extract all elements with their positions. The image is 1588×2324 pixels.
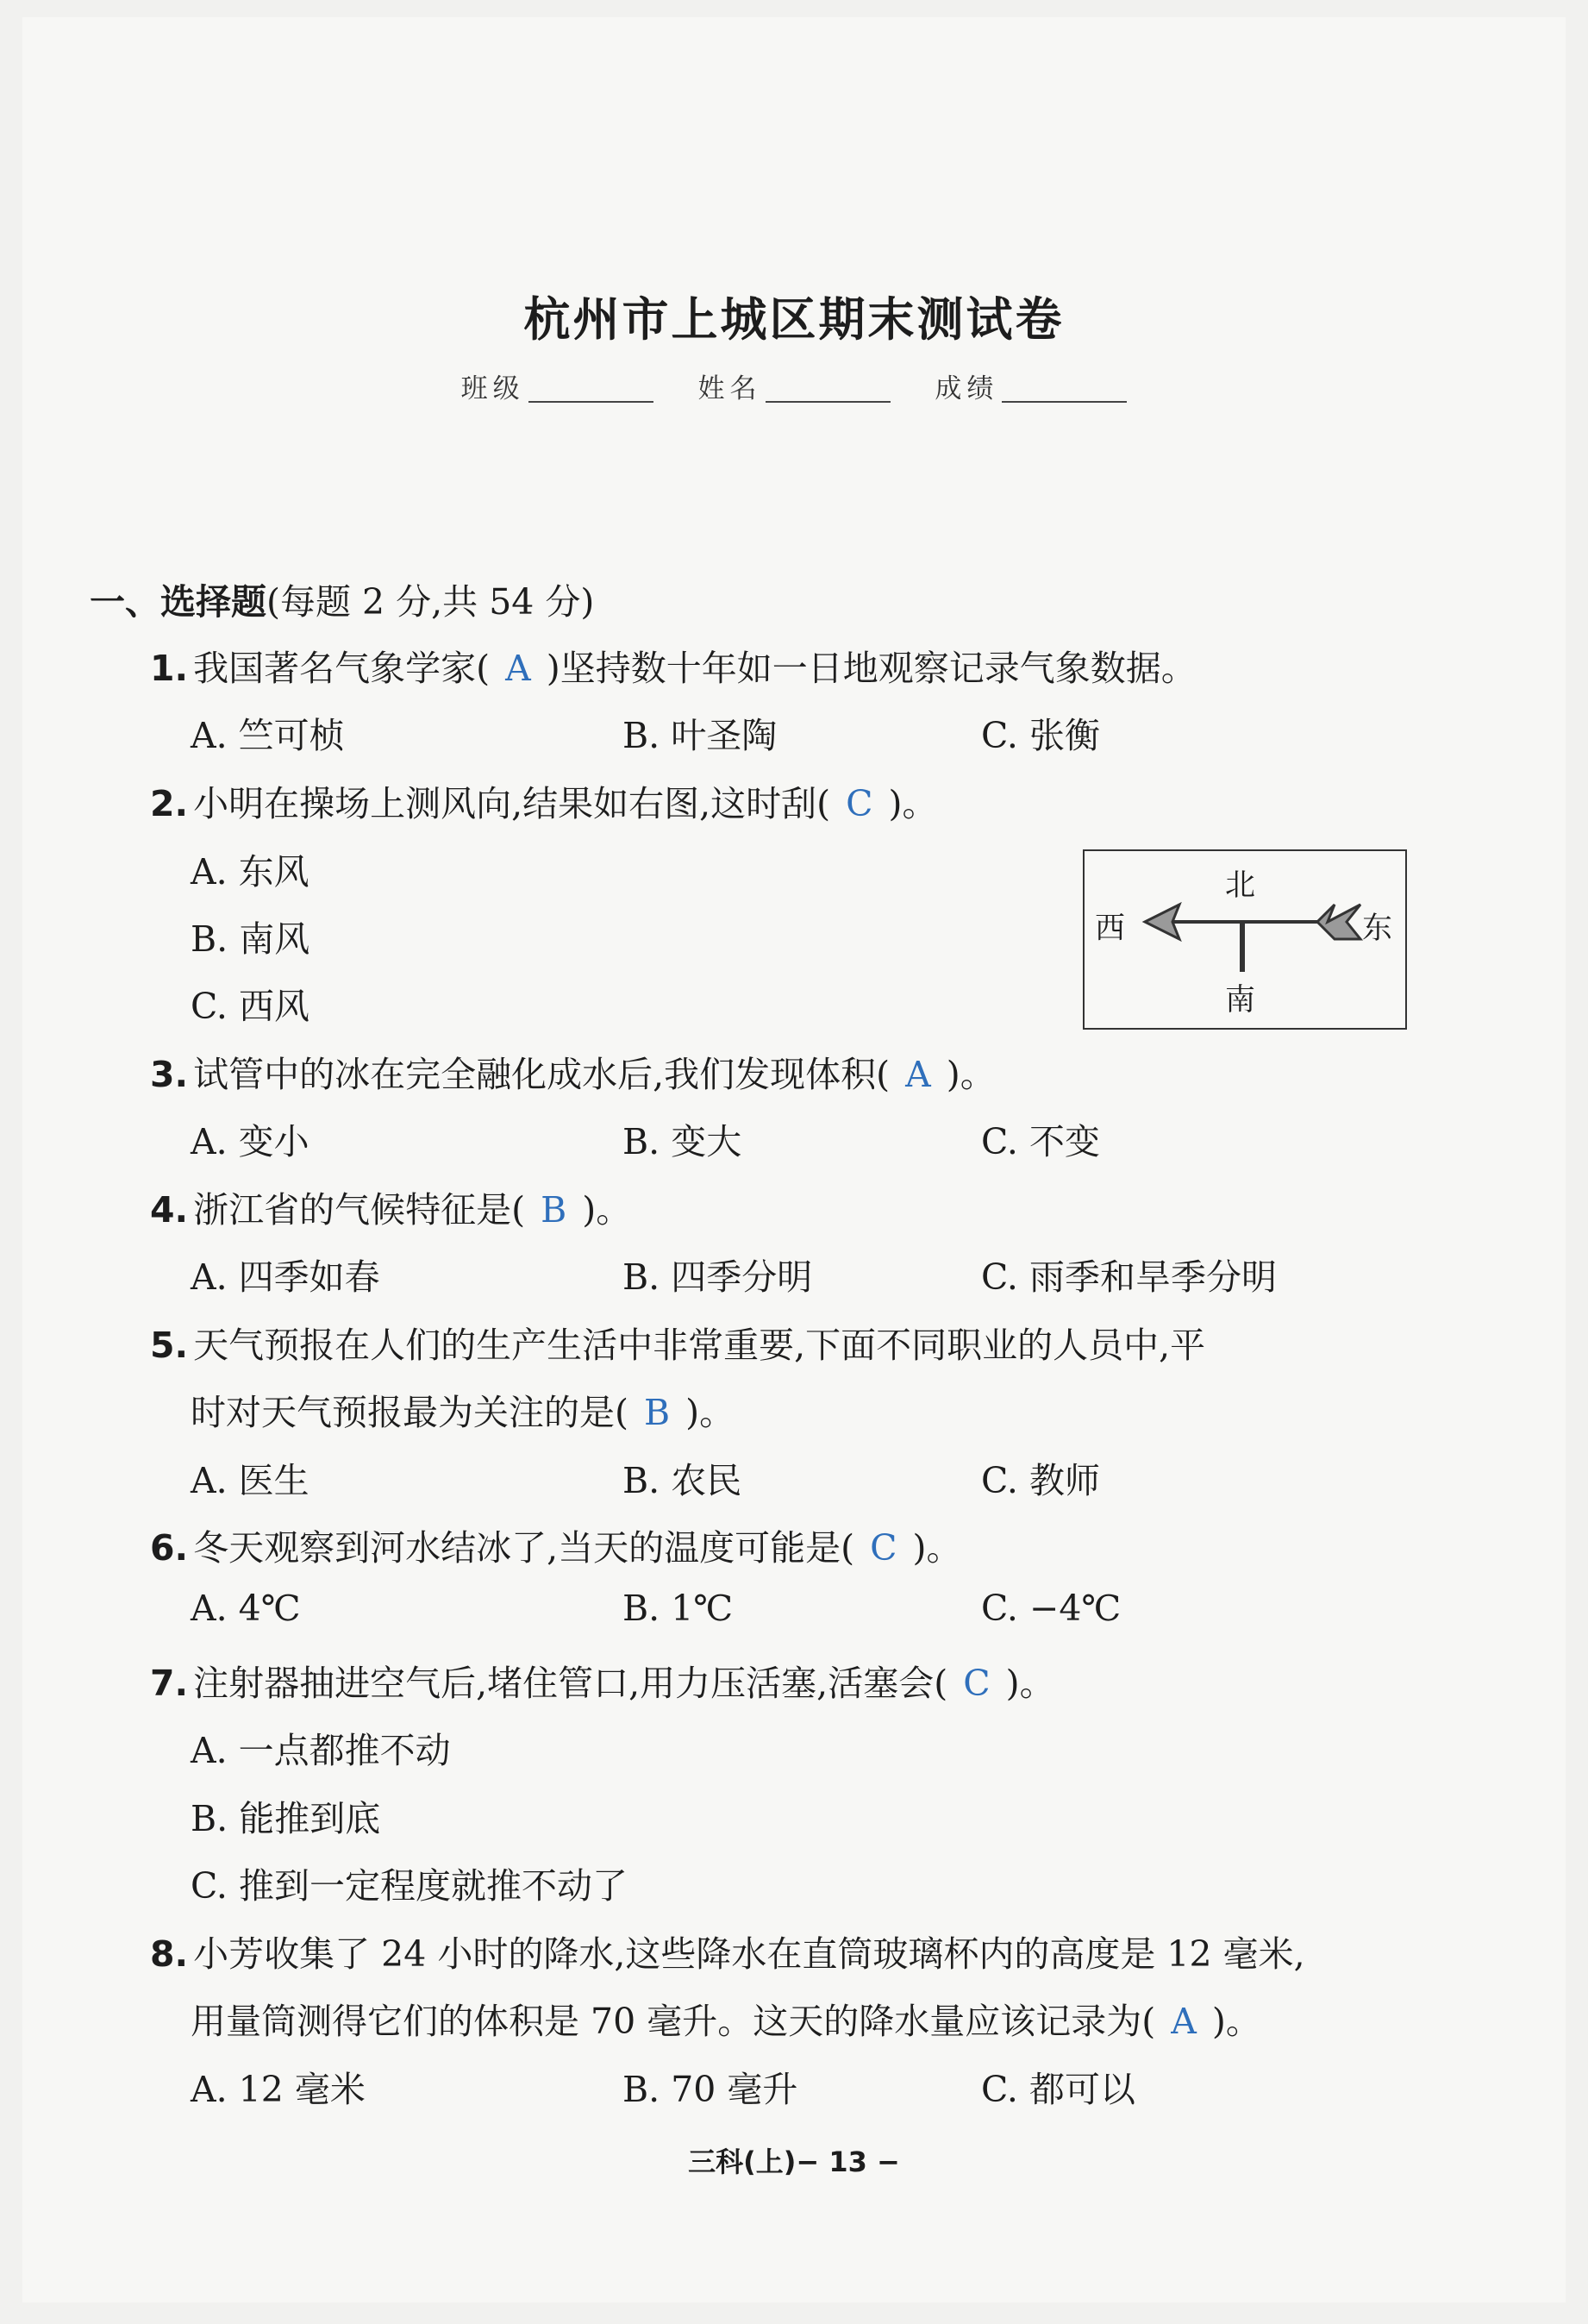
question-text: 注射器抽进空气后,堵住管口,用力压活塞,活塞会(: [193, 1663, 948, 1704]
option-a: A. 竺可桢: [191, 715, 345, 756]
section-heading-note: (每题 2 分,共 54 分): [266, 581, 595, 623]
north-label: 北: [1225, 868, 1256, 903]
question-text: 时对天气预报最为关注的是(: [191, 1392, 628, 1433]
question-number: 6.: [150, 1527, 189, 1569]
option-c: C. 西风: [191, 986, 309, 1027]
option-c: C. 推到一定程度就推不动了: [191, 1865, 628, 1907]
option-c: C. 都可以: [981, 2069, 1135, 2110]
question-text: 小明在操场上测风向,结果如右图,这时刮(: [193, 783, 831, 824]
answer-mark: B: [644, 1392, 671, 1433]
class-blank: [528, 401, 653, 403]
section-heading: [90, 573, 594, 624]
east-label: 东: [1362, 911, 1393, 946]
answer-mark: A: [505, 648, 531, 689]
question-text: 我国著名气象学家(: [193, 648, 491, 689]
option-a: A. 变小: [191, 1121, 309, 1162]
question-number: 1.: [150, 648, 189, 689]
section-heading-title: 一、选择题: [90, 581, 266, 623]
option-c: C. 雨季和旱季分明: [981, 1256, 1277, 1298]
answer-mark: C: [870, 1527, 897, 1569]
page-title: 杭州市上城区期末测试卷: [523, 292, 1065, 347]
option-c: C. −4℃: [981, 1588, 1122, 1629]
option-b: B. 南风: [191, 918, 310, 960]
wind-direction-figure: [1083, 849, 1407, 1030]
answer-mark: A: [1171, 2001, 1197, 2042]
question-7: [150, 1655, 1055, 1706]
question-text-end: )。: [1005, 1663, 1055, 1704]
question-text: 冬天观察到河水结冰了,当天的温度可能是(: [193, 1527, 855, 1569]
question-5-line-2: [191, 1384, 735, 1435]
question-text-end: )。: [912, 1527, 962, 1569]
option-a: A. 东风: [191, 851, 309, 893]
option-b: B. 四季分明: [622, 1256, 813, 1298]
question-number: 4.: [150, 1189, 189, 1231]
option-a: A. 医生: [191, 1460, 309, 1501]
name-label: 姓名: [697, 373, 762, 404]
question-number: 8.: [150, 1933, 189, 1975]
name-field: [698, 366, 891, 405]
question-text-end: )。: [888, 783, 938, 824]
question-text: 试管中的冰在完全融化成水后,我们发现体积(: [193, 1054, 891, 1095]
exam-page: [22, 17, 1566, 2302]
score-field: [935, 366, 1127, 405]
question-text-end: )。: [946, 1054, 996, 1095]
question-2: [150, 775, 938, 826]
question-text: 用量筒测得它们的体积是 70 毫升。这天的降水量应该记录为(: [191, 2001, 1156, 2042]
question-text-end: )。: [1211, 2001, 1261, 2042]
class-field: [461, 366, 653, 405]
question-number: 2.: [150, 783, 189, 824]
option-b: B. 能推到底: [191, 1798, 381, 1839]
question-5: [150, 1317, 1205, 1368]
answer-mark: C: [846, 783, 873, 824]
name-blank: [766, 401, 891, 403]
question-text-end: )。: [582, 1189, 632, 1231]
question-6: [150, 1519, 962, 1570]
question-text: 天气预报在人们的生产生活中非常重要,下面不同职业的人员中,平: [193, 1325, 1206, 1366]
south-label: 南: [1225, 983, 1256, 1018]
score-blank: [1002, 401, 1127, 403]
option-b: B. 70 毫升: [622, 2069, 798, 2110]
option-c: C. 张衡: [981, 715, 1100, 756]
option-b: B. 变大: [622, 1121, 742, 1162]
option-a: A. 12 毫米: [191, 2069, 366, 2110]
option-c: C. 教师: [981, 1460, 1100, 1501]
option-a: A. 一点都推不动: [191, 1730, 451, 1771]
question-number: 5.: [150, 1325, 189, 1366]
question-text-end: )坚持数十年如一日地观察记录气象数据。: [546, 648, 1197, 689]
question-text: 浙江省的气候特征是(: [193, 1189, 526, 1231]
class-label: 班级: [460, 373, 525, 404]
option-a: A. 4℃: [191, 1588, 301, 1629]
page-footer: 三科(上)− 13 −: [688, 2145, 900, 2178]
student-info-row: [22, 366, 1566, 405]
answer-mark: B: [541, 1189, 567, 1231]
west-label: 西: [1095, 911, 1126, 946]
option-a: A. 四季如春: [191, 1256, 380, 1298]
option-b: B. 叶圣陶: [622, 715, 778, 756]
question-8: [150, 1926, 1305, 1976]
question-text: 小芳收集了 24 小时的降水,这些降水在直筒玻璃杯内的高度是 12 毫米,: [193, 1933, 1305, 1975]
question-1: [150, 640, 1197, 691]
score-label: 成绩: [935, 373, 999, 404]
answer-mark: A: [905, 1054, 931, 1095]
option-b: B. 农民: [622, 1460, 742, 1501]
question-4: [150, 1181, 631, 1232]
question-number: 3.: [150, 1054, 189, 1095]
question-8-line-2: [191, 1993, 1261, 2044]
question-text-end: )。: [685, 1392, 735, 1433]
question-number: 7.: [150, 1663, 189, 1704]
question-3: [150, 1046, 996, 1097]
arrow-tail-icon: [1317, 905, 1360, 939]
answer-mark: C: [963, 1663, 991, 1704]
option-c: C. 不变: [981, 1121, 1100, 1162]
option-b: B. 1℃: [622, 1588, 734, 1629]
